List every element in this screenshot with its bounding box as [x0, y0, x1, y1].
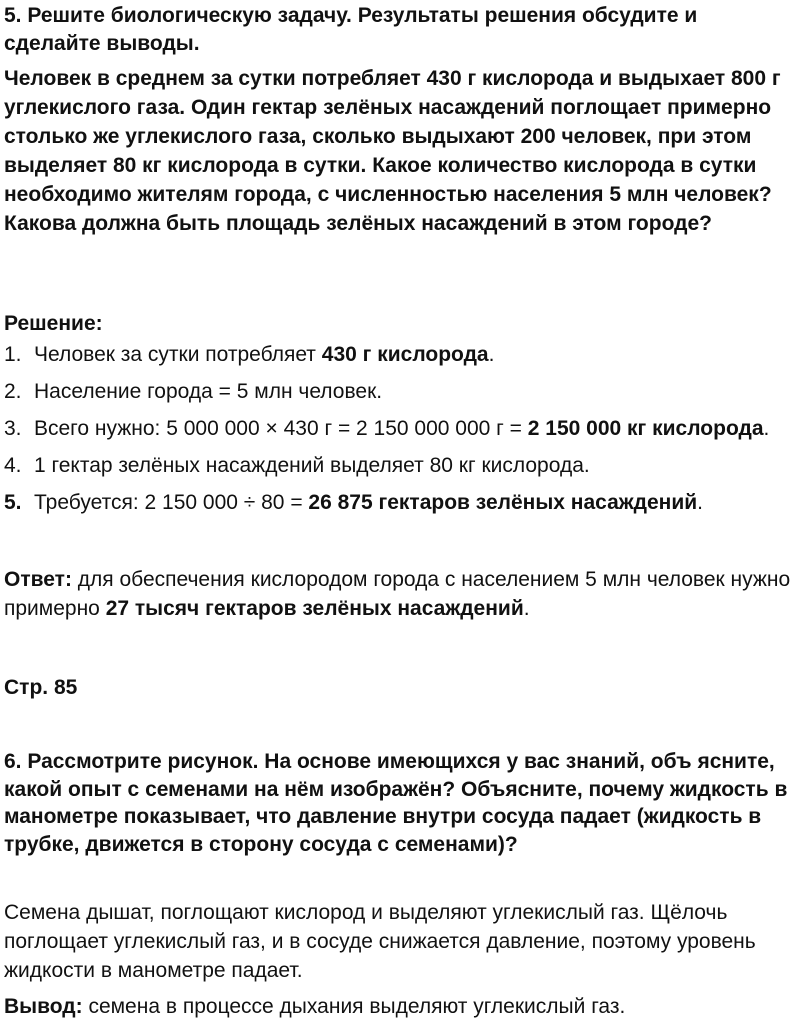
step-number: 3. — [4, 417, 22, 440]
step-text: Человек за сутки потребляет — [34, 343, 322, 366]
step-text: Всего нужно: 5 000 000 × 430 г = 2 150 000 000 г = — [34, 417, 528, 440]
step-text: Требуется: 2 150 000 ÷ 80 = — [34, 491, 309, 514]
step-number: 4. — [4, 454, 22, 477]
solution-steps — [4, 340, 796, 525]
step-number: 2. — [4, 380, 22, 403]
step-number: 1. — [4, 343, 22, 366]
answer-bold: 27 тысяч гектаров зелёных насаждений — [105, 597, 524, 620]
solution-label: Решение: — [4, 312, 103, 335]
answer-label: Ответ: — [4, 568, 72, 591]
solution-step — [4, 451, 796, 480]
step-bold: 430 г кислорода — [321, 343, 489, 366]
step-number: 5. — [4, 491, 22, 514]
answer-text: для обеспечения кислородом города с населением 5 млн человек нужно примерно — [4, 568, 791, 620]
solution-step — [4, 340, 796, 369]
step-bold: 26 875 гектаров зелёных насаждений — [308, 491, 698, 514]
step-after: . — [488, 343, 495, 366]
answer-paragraph — [4, 565, 796, 623]
page-reference: Стр. 85 — [4, 676, 78, 699]
step-bold: 2 150 000 кг кислорода — [527, 417, 764, 440]
conclusion-text: семена в процессе дыхания выделяют углекислый газ. — [82, 995, 626, 1018]
task6-answer: Семена дышат, поглощают кислород и выделяют углекислый газ. Щёлочь поглощает углекислый газ, и в сосуде снижается давление, поэтому уровень жидкости в манометре падает. — [4, 901, 756, 982]
step-text: Население города = 5 млн человек. — [34, 380, 383, 403]
task5-condition: Человек в среднем за сутки потребляет 430 г кислорода и выдыхает 800 г углекислого газа. Один гектар зелёных насаждений поглощает примерно столько же углекислого газа, сколько выдыхают 200 человек, при этом выделяет 80 кг кислорода в сутки. Какое количество кислорода в сутки необходимо жителям города, с численностью населения 5 млн человек? Какова должна быть площадь зелёных насаждений в этом городе? — [4, 67, 781, 235]
solution-step — [4, 488, 796, 517]
solution-step — [4, 377, 796, 406]
step-after: . — [763, 417, 770, 440]
task5-title: 5. Решите биологическую задачу. Результаты решения обсудите и сделайте выводы. — [4, 4, 698, 55]
task6-title: 6. Рассмотрите рисунок. На основе имеющихся у вас знаний, объ ясните, какой опыт с семенами на нём изображён? Объясните, почему жидкость в манометре показывает, что давление внутри сосуда падает (жидкость в трубке, движется в сторону сосуда с семенами)? — [4, 750, 788, 856]
step-text: 1 гектар зелёных насаждений выделяет 80 кг кислорода. — [34, 454, 590, 477]
step-after: . — [697, 491, 704, 514]
conclusion-label: Вывод: — [4, 995, 83, 1018]
conclusion-paragraph — [4, 992, 796, 1021]
solution-step — [4, 414, 796, 443]
answer-after: . — [523, 597, 530, 620]
